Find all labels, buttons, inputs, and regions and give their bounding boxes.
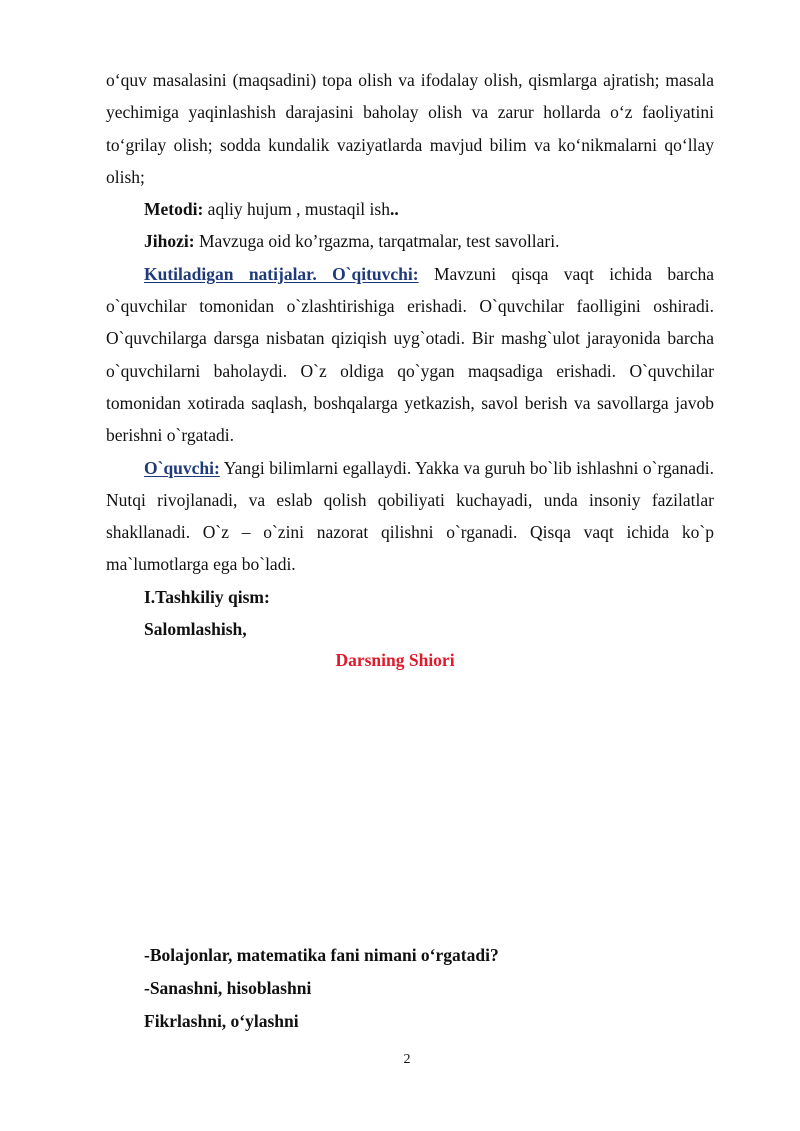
metodi-label: Metodi: [144,199,204,220]
answer-line: Fikrlashni, o‘ylashni [144,1011,299,1031]
intro-paragraph: o‘quv masalasini (maqsadini) topa olish va ifodalay olish, qismlarga ajratish; masala yechimiga yaqinlashish darajasini baholay olish va zarur hollarda o‘z faoliyatini to‘grilay olish; sodda kundalik vaziyatlarda mavjud bilim va ko‘nikmalarni qo‘llay olish; [106,70,714,187]
kutiladigan-paragraph [106,258,714,452]
answer-line: -Sanashni, hisoblashni [144,978,312,998]
oquvchi-text: Yangi bilimlarni egallaydi. Yakka va guruh bo`lib ishlashni o`rganadi. Nutqi rivojlanadi, va eslab qolish qobiliyati kuchayadi, unda insoniy fazilatlar shakllanadi. O`z – o`zini nazorat qilishni o`rganadi. Qisqa vaqt ichida ko`p ma`lumotlarga ega bo`ladi. [106,457,714,575]
jihozi-text: Mavzuga oid ko’rgazma, tarqatmalar, test savollari. [194,231,560,252]
jihozi-line [144,225,714,257]
jihozi-label: Jihozi: [144,231,195,252]
slogan-title: Darsning Shiori [335,650,455,670]
metodi-text: aqliy hujum , mustaqil ish [203,199,390,220]
salomlashish-line: Salomlashish, [144,619,247,640]
oquvchi-label: O`quvchi: [144,457,220,478]
kutiladigan-text: Mavzuni qisqa vaqt ichida barcha o`quvchilar tomonidan o`zlashtirishiga erishadi. O`quvchilar faolligini oshiradi. O`quvchilarga darsga nisbatan qiziqish uyg`otadi. Bir mashg`ulot jarayonida barcha o`quvchilarni baholaydi. O`z oldiga qo`ygan maqsadiga erishadi. O`quvchilar tomonidan xotirada saqlash, boshqalarga yetkazish, savol berish va savollarga javob berishni o`rgatadi. [106,263,715,446]
document-body [106,64,714,645]
question-line: -Bolajonlar, matematika fani nimani o‘rgatadi? [144,945,499,965]
page-number: 2 [403,1052,411,1067]
oquvchi-paragraph [106,452,714,581]
kutiladigan-label: Kutiladigan natijalar. O`qituvchi: [144,263,419,284]
tashkiliy-heading: I.Tashkiliy qism: [144,586,270,607]
question-list [144,939,499,1038]
metodi-line [144,193,714,225]
metodi-suffix: .. [389,199,399,220]
